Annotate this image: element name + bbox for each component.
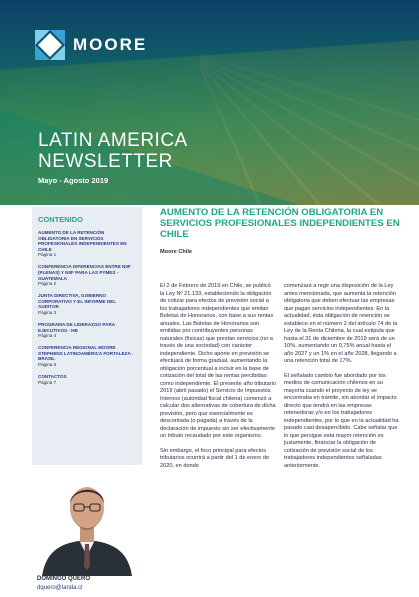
toc-item[interactable] [38,374,136,386]
article-byline: Moore Chile [160,248,193,255]
table-of-contents [32,207,142,465]
toc-item-page: Página 7 [38,379,57,385]
paragraph: comenzará a regir una disposición de la Ley antes mencionada, que aumenta la retención obligatoria que deben efectuar las empresas que pagan servicios independientes. En la actualidad, ésta obligación de retención se establece en el número 2 del artículo 74 de la Ley de la Renta Chilena, la cual estipula que hasta el 31 de diciembre de 2019 será de un 10%, aumentando un 0,75% anual hasta el año 2027 y un 1% en el año 2028, llegando a una retención total de 17%. [284,283,398,364]
title-line-1: LATIN AMERICA [38,130,188,151]
toc-item-page: Página 4 [38,333,57,339]
article-header [160,207,400,255]
toc-item-title: AUMENTO DE LA RETENCIÓN OBLIGATORIA EN SERVICIOS PROFESIONALES INDEPENDIENTES EN CHILE [38,230,127,252]
moore-logo [35,30,147,60]
toc-item[interactable] [38,322,136,339]
author-portrait-icon [32,466,142,576]
title-line-2: NEWSLETTER [38,151,173,172]
toc-item-title: CONFERENCIA DIFERENCIAS ENTRE NIIF (PLENAS) Y NIIF PARA LAS PYMES - GUATEMALA [38,264,131,281]
toc-heading: CONTENIDO [38,215,83,224]
toc-list [38,230,136,386]
author-name: DOMINGO QUÉRO [37,576,91,582]
article-headline: AUMENTO DE LA RETENCIÓN OBLIGATORIA EN SERVICIOS PROFESIONALES INDEPENDIENTES EN CHILE [160,207,400,241]
toc-item-page: Página 6 [38,361,57,367]
toc-item-page: Página 3 [38,309,57,315]
article-body [160,283,400,477]
issue-date: Mayo - Agosto 2019 [38,176,109,185]
toc-item[interactable] [38,345,136,368]
paragraph: Sin embargo, el foco principal para efectos tributarios ocurrirá a partir del 1 de enero de 2020, en donde [160,447,270,469]
toc-item[interactable] [38,264,136,287]
author-email-link[interactable]: dquero@landa.cl [37,585,83,591]
brand-name: MOORE [73,35,148,54]
toc-item-title: CONTACTOS [38,373,67,379]
moore-diamond-icon [35,30,65,60]
toc-item-title: JUNTA DIRECTIVA, GOBIERNO CORPORATIVO Y EL INFORME DEL AUDITOR [38,293,116,310]
newsletter-title [38,130,188,185]
toc-item-page: Página 2 [38,281,57,287]
toc-item[interactable] [38,293,136,316]
paragraph: El 2 de Febrero de 2019 en Chile, se publicó la Ley Nº 21.133, estableciendo la obligación de cotizar para efectos de previsión social a los trabajadores independientes que emitan Boletas de Honorarios, con base a sus rentas anuales. Las Boletas de Honorarios son emitidas por contribuyentes personas naturales (físicas) que prestan servicios (no a través de una sociedad) con carácter independiente. Dicho aporte en previsión se efectuará de forma gradual, aumentando la obligación porcentual a incluir en la base de cotización del total de las rentas percibidas como independiente. El presente año tributario 2019 (abril pasado) el Servicio de Impuestos Internos (autoridad fiscal chilena) comenzó a calcular dos alternativas de cobertura de dicha previsión, pero que esencialmente es descontada (o pagada) a través de la declaración de impuesto sin ser efectivamente un tributo recaudado por este organismo. [160,283,276,439]
author-photo [32,466,142,576]
article-column-2 [284,283,400,477]
article-column-1 [160,283,276,477]
hero-banner [0,0,419,205]
toc-item-title: CONFERENCIA REGIONAL MOORE STEPHENS LATINOAMÉRICA FORTALEZA - BRASIL [38,345,134,362]
paragraph: El señalado cambio fue abordado por los medios de comunicación chilenos en su mayoría cuando el proyecto de ley se encontraba en trámite, sin abordar el impacto directo que tendrá en las empresas retenedoras y/o en los trabajadores independientes, por lo que en la actualidad ha pasado casi desapercibido. Cabe señalar que lo que persigue esta mayor retención es justamente, financiar la obligación de cotización de previsión social de los trabajadores independientes señaladas anteriormente. [284,372,399,469]
toc-item-title: PROGRAMA DE LIDERAZGO PARA EJECUTIVOS - HB [38,321,115,333]
toc-item[interactable] [38,230,136,258]
toc-item-page: Página 1 [38,252,57,258]
